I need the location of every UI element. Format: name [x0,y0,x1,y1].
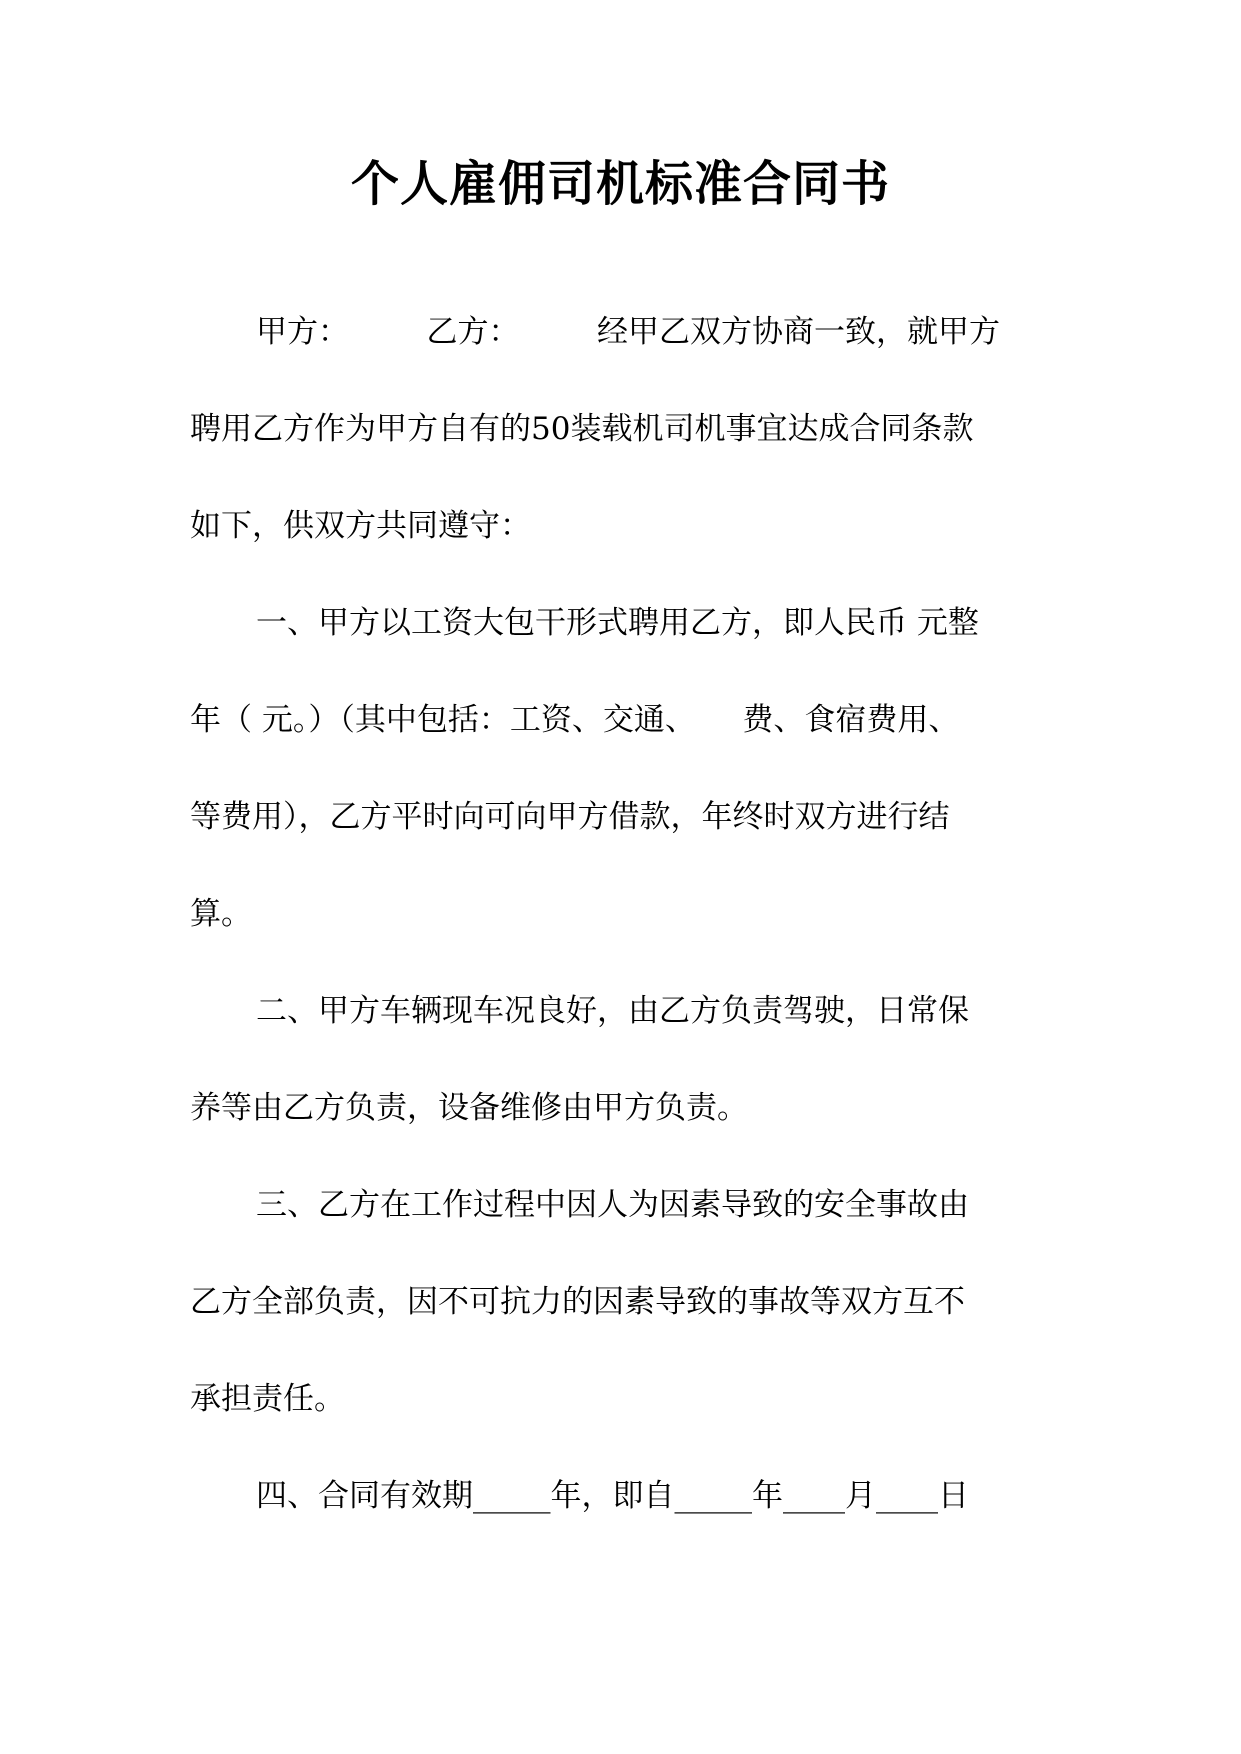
paragraph-line: 四、合同有效期_____年，即自_____年____月____日 [256,1478,969,1514]
paragraph-line: 聘用乙方作为甲方自有的50装载机司机事宜达成合同条款 [190,411,974,447]
paragraph-line: 养等由乙方负责，设备维修由甲方负责。 [190,1090,748,1126]
paragraph-line: 等费用），乙方平时向可向甲方借款，年终时双方进行结 [190,799,950,835]
paragraph-line: 乙方全部负责，因不可抗力的因素导致的事故等双方互不 [190,1284,965,1320]
document-title: 个人雇佣司机标准合同书 [350,156,890,212]
paragraph-line: 三、乙方在工作过程中因人为因素导致的安全事故由 [256,1187,969,1223]
paragraph-line: 二、甲方车辆现车况良好，由乙方负责驾驶，日常保 [256,993,969,1029]
paragraph-line: 算。 [190,896,252,932]
paragraph-line: 年（ 元。）（其中包括：工资、交通、 费、食宿费用、 [190,702,960,738]
paragraph-line: 一、甲方以工资大包干形式聘用乙方，即人民币 元整 [256,605,979,641]
paragraph-line: 甲方： 乙方： 经甲乙双方协商一致，就甲方 [256,314,1000,350]
paragraph-line: 承担责任。 [190,1381,345,1417]
paragraph-line: 如下，供双方共同遵守： [190,508,531,544]
